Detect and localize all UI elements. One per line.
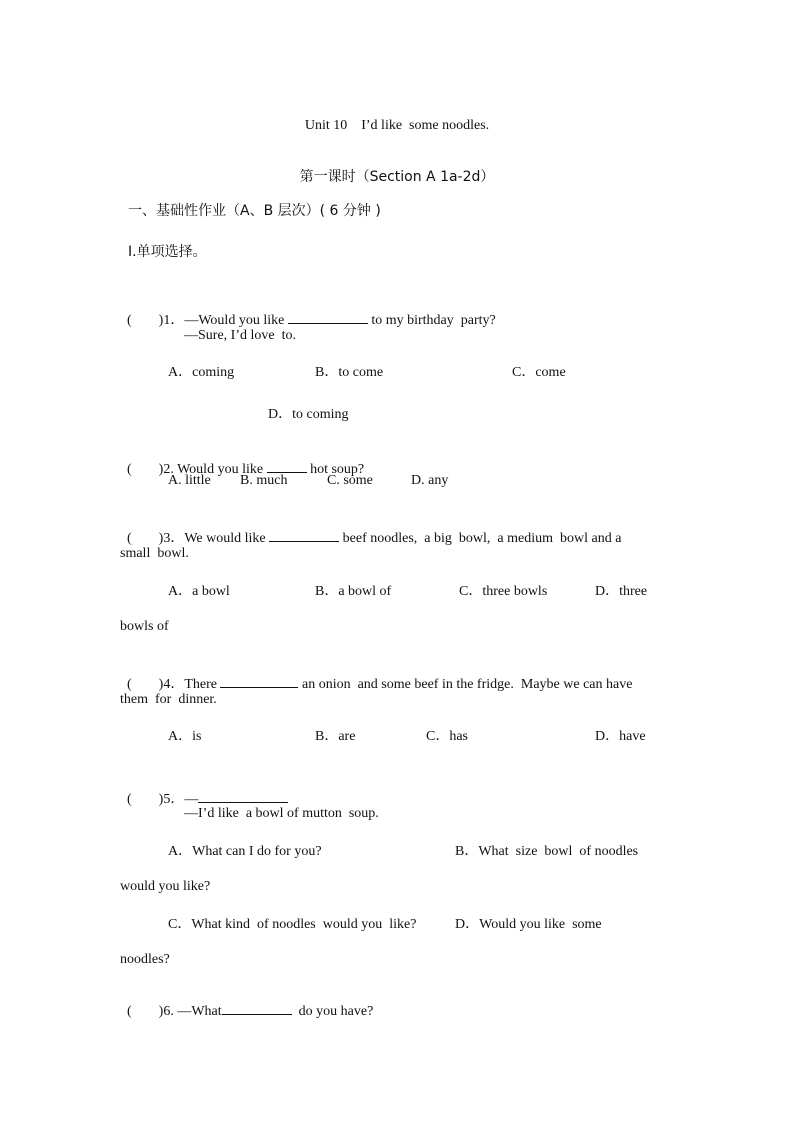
option-b: B．What size bowl of noodles [455, 844, 639, 859]
answer-paren: ( [127, 792, 132, 807]
option-a: A．a bowl [168, 584, 230, 599]
question-3 [120, 510, 621, 548]
option-b: B．a bowl of [315, 584, 392, 599]
option-d: D. any [411, 473, 449, 488]
question-stem: )6. —What [158, 1004, 222, 1019]
option-d: D．Would you like some [455, 917, 602, 932]
question-stem: hot soup? [310, 462, 365, 477]
option-a: A. little [168, 473, 211, 488]
option-b: B．to come [315, 365, 384, 380]
question-5-reply: —I’d like a bowl of mutton soup. [184, 806, 379, 821]
option-a: A．coming [168, 365, 235, 380]
unit-title: Unit 10 I’d like some noodles. [304, 118, 490, 133]
section-heading: 一、基础性作业（A、B 层次）( 6 分钟 ) [128, 203, 381, 219]
option-c: C．What kind of noodles would you like? [168, 917, 417, 932]
option-b: B．are [315, 729, 356, 744]
answer-blank [222, 1001, 292, 1015]
question-6 [120, 983, 373, 1021]
option-c: C．has [426, 729, 468, 744]
answer-paren: ( [127, 462, 132, 477]
answer-paren: ( [127, 313, 132, 328]
question-stem: )2. Would you like [158, 462, 264, 477]
answer-blank [269, 528, 339, 542]
answer-blank [288, 310, 368, 324]
question-stem: do you have? [298, 1004, 374, 1019]
option-a: A．What can I do for you? [168, 844, 322, 859]
option-d: D．have [595, 729, 646, 744]
question-stem: to my birthday party? [371, 313, 496, 328]
option-d: D．three [595, 584, 648, 599]
option-b-continued: would you like? [120, 879, 211, 894]
question-1 [120, 292, 496, 330]
option-c: C. some [327, 473, 373, 488]
option-d-continued: bowls of [120, 619, 169, 634]
option-c: C．three bowls [459, 584, 548, 599]
question-stem: an onion and some beef in the fridge. Maybe we can have [301, 677, 633, 692]
question-1-reply: —Sure, I’d love to. [184, 328, 296, 343]
option-a: A．is [168, 729, 202, 744]
option-c: C．come [512, 365, 566, 380]
question-stem: beef noodles, a big bowl, a medium bowl and a [342, 531, 622, 546]
answer-paren: ( [127, 531, 132, 546]
question-stem: )3．We would like [158, 531, 266, 546]
question-3-continued: small bowl. [120, 546, 189, 561]
question-stem: )4．There [158, 677, 217, 692]
answer-paren: ( [127, 1004, 132, 1019]
answer-blank [267, 459, 307, 473]
part-heading: I.单项选择。 [128, 244, 207, 260]
question-stem: )1．—Would you like [158, 313, 285, 328]
question-4-continued: them for dinner. [120, 692, 217, 707]
question-4 [120, 656, 632, 694]
answer-blank [220, 674, 298, 688]
lesson-subtitle: 第一课时（Section A 1a-2d） [299, 169, 495, 185]
option-b: B. much [240, 473, 288, 488]
option-d-continued: noodles? [120, 952, 170, 967]
answer-blank [198, 789, 288, 803]
answer-paren: ( [127, 677, 132, 692]
question-stem: )5．— [158, 792, 199, 807]
question-5 [120, 771, 288, 809]
option-d: D．to coming [268, 407, 349, 422]
